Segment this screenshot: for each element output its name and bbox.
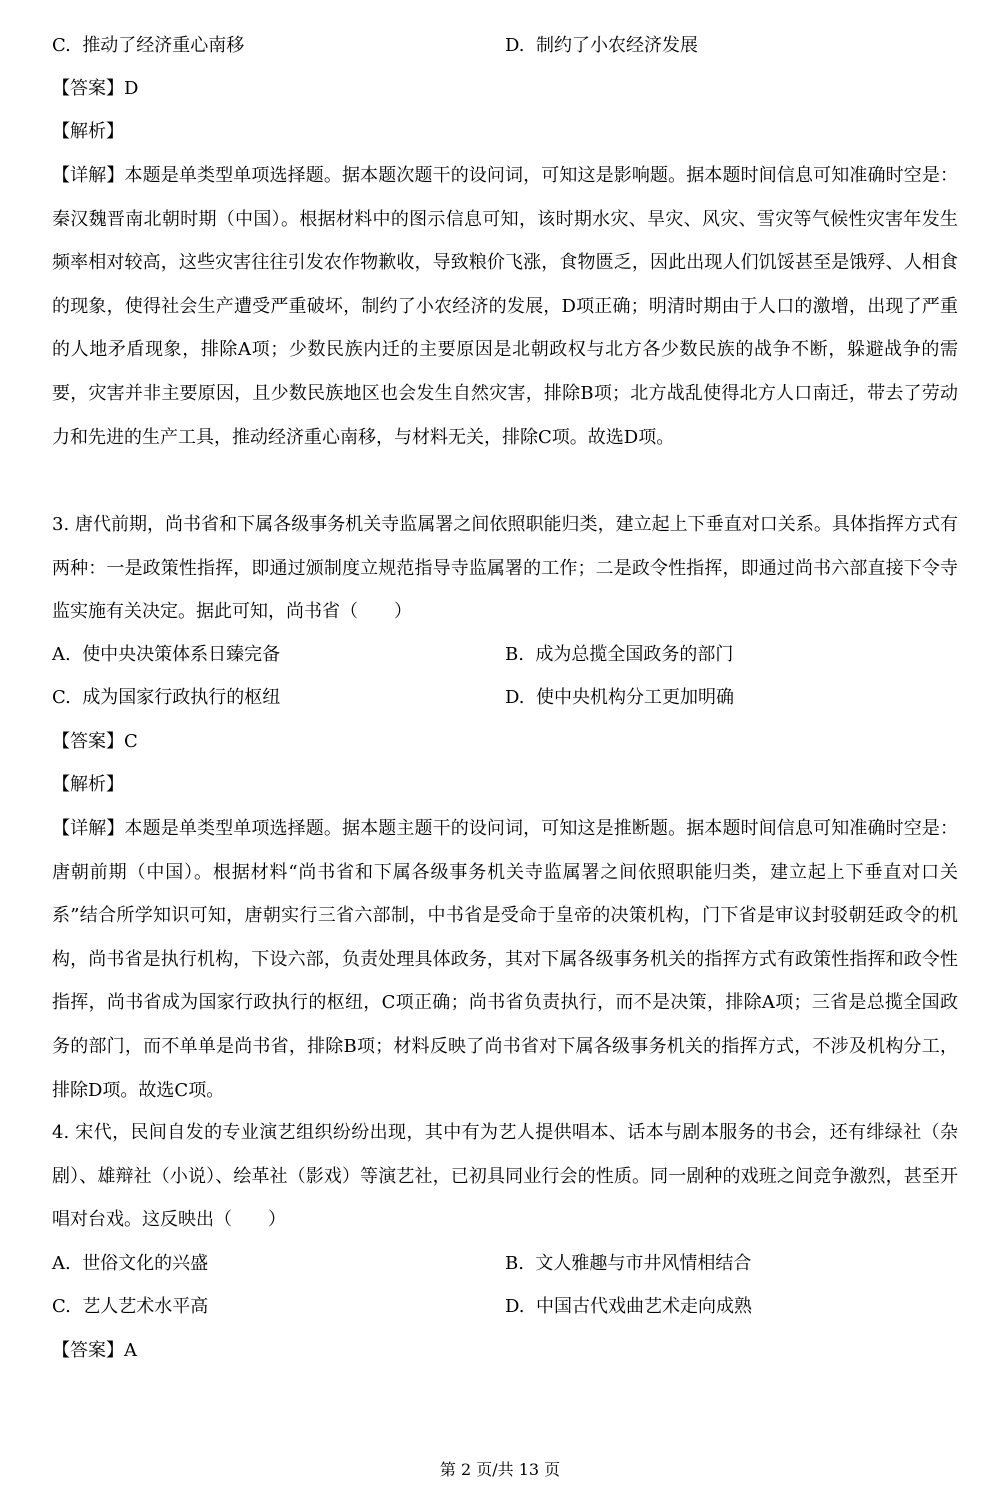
option-letter: D.	[505, 687, 525, 708]
option-text: 使中央决策体系日臻完备	[82, 644, 281, 665]
q2-option-c	[52, 34, 244, 58]
option-text: 成为总揽全国政务的部门	[535, 644, 734, 665]
option-letter: B.	[505, 1253, 524, 1274]
q2-detail: 【详解】本题是单类型单项选择题。据本题次题干的设问词，可知这是影响题。据本题时间信息可知准确时空是：秦汉魏晋南北朝时期（中国）。根据材料中的图示信息可知，该时期水灾、旱灾、风灾、雪灾等气候性灾害年发生频率相对较高，这些灾害往往引发农作物歉收，导致粮价飞涨，食物匮乏，因此出现人们饥馁甚至是饿殍、人相食的现象，使得社会生产遭受严重破坏，制约了小农经济的发展，D项正确；明清时期由于人口的激增，出现了严重的人地矛盾现象，排除A项；少数民族内迁的主要原因是北朝政权与北方各少数民族的战争不断，躲避战争的需要，灾害并非主要原因，且少数民族地区也会发生自然灾害，排除B项；北方战乱使得北方人口南迁，带去了劳动力和先进的生产工具，推动经济重心南移，与材料无关，排除C项。故选D项。	[52, 165, 958, 448]
option-text: 使中央机构分工更加明确	[535, 687, 734, 708]
page-number: 第 2 页/共 13 页	[439, 1460, 561, 1479]
q3-option-a	[52, 643, 280, 667]
q2-answer: 【答案】D	[52, 78, 139, 99]
q4-option-b	[505, 1252, 751, 1276]
q3-detail: 【详解】本题是单类型单项选择题。据本题主题干的设问词，可知这是推断题。据本题时间信息可知准确时空是：唐朝前期（中国）。根据材料“尚书省和下属各级事务机关寺监属署之间依照职能归类，建立起上下垂直对口关系”结合所学知识可知，唐朝实行三省六部制，中书省是受命于皇帝的决策机构，门下省是审议封驳朝廷政令的机构，尚书省是执行机构，下设六部，负责处理具体政务，其对下属各级事务机关的指挥方式有政策性指挥和政令性指挥，尚书省成为国家行政执行的枢纽，C项正确；尚书省负责执行，而不是决策，排除A项；三省是总揽全国政务的部门，而不单单是尚书省，排除B项；材料反映了尚书省对下属各级事务机关的指挥方式，不涉及机构分工，排除D项。故选C项。	[52, 818, 958, 1101]
q3-analysis-label: 【解析】	[52, 774, 124, 795]
q2-analysis-label: 【解析】	[52, 121, 124, 142]
q3-option-b	[505, 643, 733, 667]
q3-answer: 【答案】C	[52, 731, 138, 752]
option-letter: C.	[52, 1296, 71, 1317]
q4-answer: 【答案】A	[52, 1340, 137, 1361]
q4-option-c	[52, 1295, 208, 1319]
option-text: 中国古代戏曲艺术走向成熟	[535, 1296, 752, 1317]
q3-stem: 3. 唐代前期，尚书省和下属各级事务机关寺监属署之间依照职能归类，建立起上下垂直对口关系。具体指挥方式有两种：一是政策性指挥，即通过颁制度立规范指导寺监属署的工作；二是政令性指挥，即通过尚书六部直接下令寺监实施有关决定。据此可知，尚书省（ ）	[52, 514, 958, 623]
option-letter: D.	[505, 1296, 525, 1317]
option-letter: A.	[52, 1253, 71, 1274]
option-letter: A.	[52, 644, 71, 665]
option-text: 世俗文化的兴盛	[82, 1253, 209, 1274]
q3-option-d	[505, 686, 734, 710]
option-text: 艺人艺术水平高	[82, 1296, 209, 1317]
option-text: 文人雅趣与市井风情相结合	[535, 1253, 752, 1274]
option-letter: D.	[505, 35, 525, 56]
option-text: 成为国家行政执行的枢纽	[82, 687, 281, 708]
q3-option-c	[52, 686, 280, 710]
q4-option-d	[505, 1295, 752, 1319]
option-text: 制约了小农经济发展	[535, 35, 698, 56]
option-letter: C.	[52, 35, 71, 56]
option-letter: B.	[505, 644, 524, 665]
option-text: 推动了经济重心南移	[82, 35, 245, 56]
q4-stem: 4. 宋代，民间自发的专业演艺组织纷纷出现，其中有为艺人提供唱本、话本与剧本服务的书会，还有绯绿社（杂剧）、雄辩社（小说）、绘革社（影戏）等演艺社，已初具同业行会的性质。同一剧种的戏班之间竞争激烈，甚至开唱对台戏。这反映出（ ）	[52, 1122, 958, 1231]
option-letter: C.	[52, 687, 71, 708]
q4-option-a	[52, 1252, 208, 1276]
q2-option-d	[505, 34, 698, 58]
